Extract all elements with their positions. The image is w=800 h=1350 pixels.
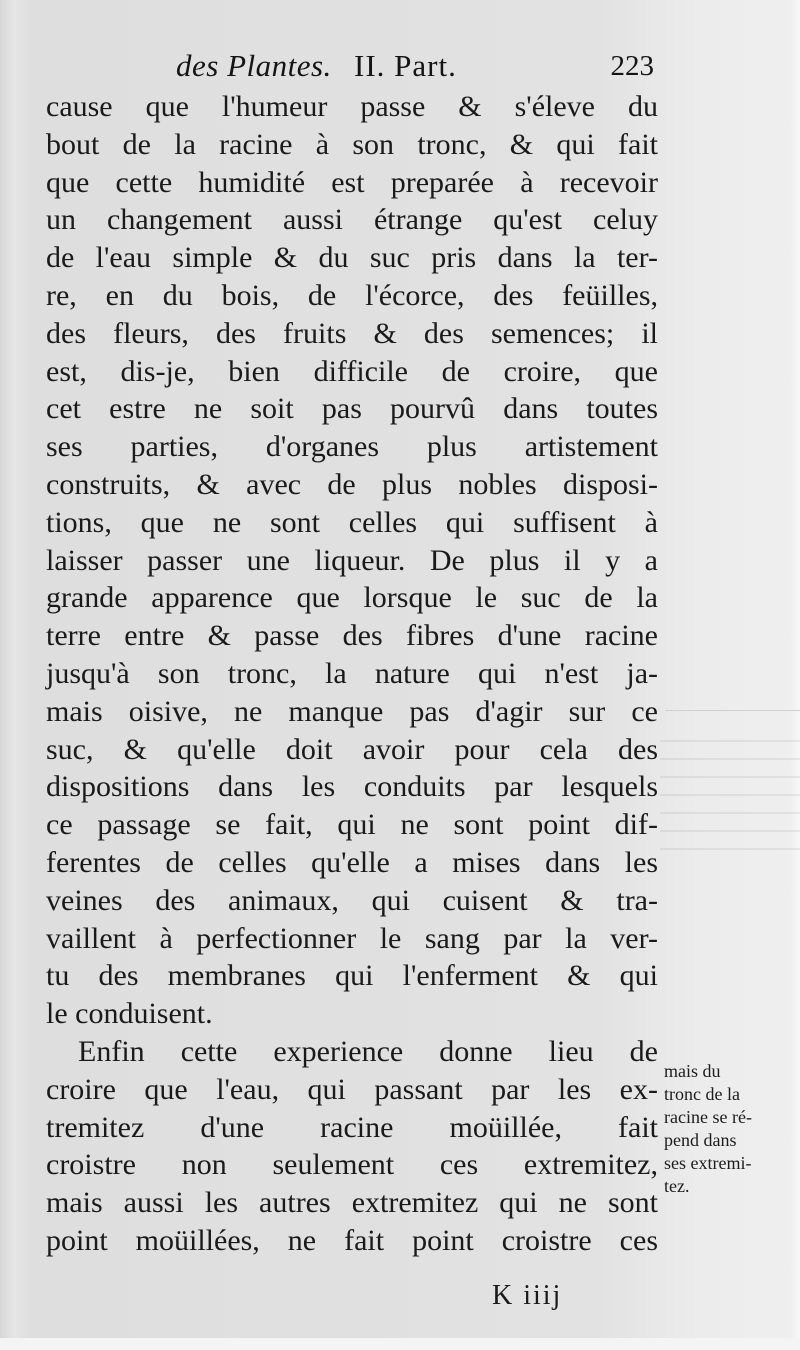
text-line: suc, & qu'elle doit avoir pour cela des <box>46 732 658 766</box>
text-line: ferentes de celles qu'elle a mises dans les <box>46 845 658 879</box>
text-line: tremitez d'une racine moüillée, fait <box>46 1110 658 1144</box>
marginal-note-line: racine se ré- <box>664 1107 752 1127</box>
text-line: cause que l'humeur passe & s'éleve du <box>46 90 658 123</box>
text-line: point moüillées, ne fait point croistre ces <box>46 1223 658 1257</box>
text-line: de l'eau simple & du suc pris dans la ter- <box>46 241 658 275</box>
text-line: jusqu'à son tronc, la nature qui n'est ja- <box>46 656 658 690</box>
marginal-note-line: tez. <box>664 1176 690 1196</box>
text-line: re, en du bois, de l'écorce, des feüilles, <box>46 278 658 312</box>
text-line: bout de la racine à son tronc, & qui fait <box>46 127 658 161</box>
text-line: terre entre & passe des fibres d'une racine <box>46 619 658 653</box>
text-line: tu des membranes qui l'enferment & qui <box>46 959 658 993</box>
text-line: veines des animaux, qui cuisent & tra- <box>46 883 658 917</box>
text-line: vaillent à perfectionner le sang par la ver- <box>46 921 658 955</box>
signature-mark: K iiij <box>492 1280 563 1311</box>
bleed-through-text <box>660 740 800 860</box>
text-line: laisser passer une liqueur. De plus il y a <box>46 543 658 577</box>
text-line: mais oisive, ne manque pas d'agir sur ce <box>46 694 658 728</box>
text-line: ses parties, d'organes plus artistement <box>46 430 658 464</box>
main-text-block <box>46 88 658 1260</box>
text-line: est, dis-je, bien difficile de croire, que <box>46 354 658 388</box>
text-line: croire que l'eau, qui passant par les ex- <box>46 1072 658 1106</box>
text-line: un changement aussi étrange qu'est celuy <box>46 203 658 237</box>
running-title: des Plantes. <box>176 48 332 83</box>
text-line: cet estre ne soit pas pourvû dans toutes <box>46 392 658 426</box>
bleed-through-rule <box>665 710 800 711</box>
text-line: dispositions dans les conduits par lesquels <box>46 770 658 804</box>
page-bottom-edge <box>0 1338 800 1350</box>
text-line-paragraph-end: le conduisent. <box>46 997 213 1031</box>
marginal-note-line: ses extremi- <box>664 1153 752 1173</box>
page-number: 223 <box>610 50 654 82</box>
text-line: ce passage se fait, qui ne sont point dif- <box>46 808 658 842</box>
marginal-note <box>664 1060 796 1198</box>
text-line: grande apparence que lorsque le suc de la <box>46 581 658 615</box>
page-header <box>176 48 654 92</box>
marginal-note-line: tronc de la <box>664 1084 740 1104</box>
text-line: des fleurs, des fruits & des semences; il <box>46 316 658 350</box>
text-line: que cette humidité est preparée à recevoir <box>46 165 658 199</box>
marginal-note-line: pend dans <box>664 1130 737 1150</box>
text-line: construits, & avec de plus nobles disposi- <box>46 467 658 501</box>
text-line: croistre non seulement ces extremitez, <box>46 1148 658 1182</box>
text-line: tions, que ne sont celles qui suffisent à <box>46 505 658 539</box>
part-label: II. Part. <box>354 48 457 83</box>
text-line-paragraph-start: Enfin cette experience donne lieu de <box>78 1034 658 1068</box>
marginal-note-line: mais du <box>664 1061 721 1081</box>
text-line: mais aussi les autres extremitez qui ne sont <box>46 1186 658 1220</box>
